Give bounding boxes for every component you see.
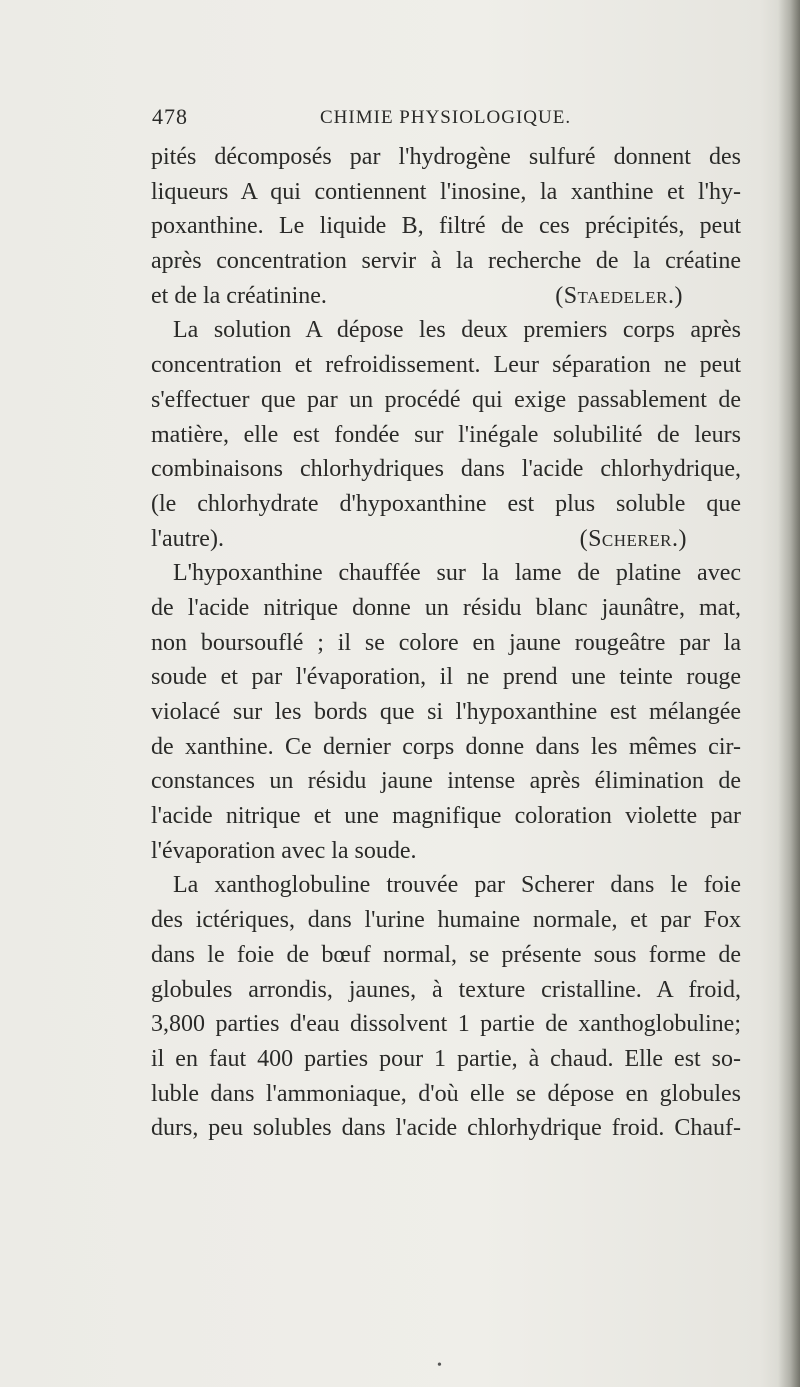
text-line: (le chlorhydrate d'hypoxanthine est plus soluble que <box>151 490 741 517</box>
text-line: poxanthine. Le liquide B, filtré de ces précipités, peut <box>151 213 741 240</box>
citation: (Scherer.) <box>579 525 687 552</box>
citation: (Staedeler.) <box>555 282 683 309</box>
text-line <box>151 279 741 314</box>
line-text: l'autre). <box>151 525 224 552</box>
text-line: pités décomposés par l'hydrogène sulfuré donnent des <box>151 144 741 170</box>
text-line: violacé sur les bords que si l'hypoxanthine est mélangée <box>151 699 741 725</box>
text-line: s'effectuer que par un procédé qui exige passablement de <box>151 386 741 413</box>
text-line: l'acide nitrique et une magnifique coloration violette par <box>151 803 741 830</box>
text-line: soude et par l'évaporation, il ne prend une teinte rouge <box>151 664 741 691</box>
text-line: concentration et refroidissement. Leur séparation ne peut <box>151 352 741 379</box>
text-line: La solution A dépose les deux premiers corps après <box>173 317 741 344</box>
text-line: globules arrondis, jaunes, à texture cristalline. A froid, <box>151 976 741 1003</box>
text-line: après concentration servir à la recherche de la créatine <box>151 248 741 275</box>
text-line: 3,800 parties d'eau dissolvent 1 partie de xanthoglobuline; <box>151 1011 741 1038</box>
text-line: de xanthine. Ce dernier corps donne dans les mêmes cir- <box>151 733 741 760</box>
text-line: combinaisons chlorhydriques dans l'acide chlorhydrique, <box>151 456 741 483</box>
text-line: de l'acide nitrique donne un résidu blanc jaunâtre, mat, <box>151 594 741 621</box>
text-line: il en faut 400 parties pour 1 partie, à chaud. Elle est so- <box>151 1045 741 1072</box>
body-text <box>151 140 741 1146</box>
page-edge-shadow <box>778 0 800 1387</box>
text-line: luble dans l'ammoniaque, d'où elle se dépose en globules <box>151 1080 741 1107</box>
page-number: 478 <box>152 104 188 129</box>
text-line: des ictériques, dans l'urine humaine normale, et par Fox <box>151 907 741 934</box>
running-head: CHIMIE PHYSIOLOGIQUE. <box>320 107 572 128</box>
text-line: matière, elle est fondée sur l'inégale solubilité de leurs <box>151 421 741 448</box>
text-line: dans le foie de bœuf normal, se présente sous forme de <box>151 941 741 968</box>
text-line: l'évaporation avec la soude. <box>151 837 417 864</box>
text-line: non boursouflé ; il se colore en jaune rougeâtre par la <box>151 629 741 656</box>
page-header <box>0 104 800 134</box>
text-line <box>151 522 741 557</box>
print-mark: • <box>437 1358 442 1373</box>
text-line: liqueurs A qui contiennent l'inosine, la xanthine et l'hy- <box>151 178 741 205</box>
text-line: constances un résidu jaune intense après élimination de <box>151 768 741 795</box>
text-line: durs, peu solubles dans l'acide chlorhydrique froid. Chauf- <box>151 1115 741 1142</box>
text-line: La xanthoglobuline trouvée par Scherer dans le foie <box>173 872 741 899</box>
text-line: L'hypoxanthine chauffée sur la lame de platine avec <box>173 560 741 587</box>
line-text: et de la créatinine. <box>151 282 327 309</box>
